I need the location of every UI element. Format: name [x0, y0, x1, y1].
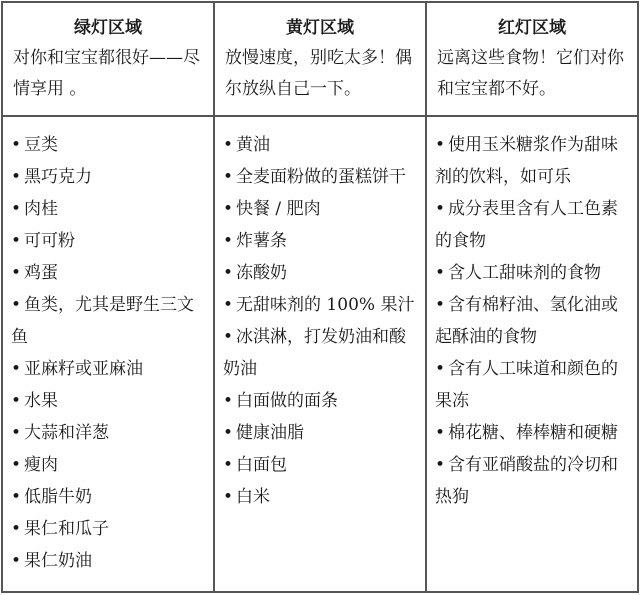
list-item: [223, 161, 419, 193]
green-zone-description: 对你和宝宝都很好——尽情享用 。: [13, 48, 200, 99]
item-text: 水果: [24, 391, 59, 411]
list-item: [11, 193, 207, 225]
bullet-icon: •: [11, 199, 22, 219]
green-zone-header: [2, 2, 214, 116]
list-item: [223, 225, 419, 257]
item-text: 使用玉米糖浆作为甜味剂的饮料，如可乐: [435, 135, 619, 187]
item-text: 白面做的面条: [236, 391, 339, 411]
list-item: [11, 385, 207, 417]
items-row: [2, 116, 638, 592]
item-text: 健康油脂: [236, 423, 305, 443]
food-zone-table: [1, 1, 639, 593]
green-zone-items: [2, 116, 214, 592]
red-zone-items: [426, 116, 638, 592]
bullet-icon: •: [11, 391, 22, 411]
list-item: [11, 289, 207, 353]
bullet-icon: •: [223, 199, 234, 219]
bullet-icon: •: [223, 455, 234, 475]
item-text: 黄油: [236, 135, 271, 155]
red-zone-description: 远离这些食物！它们对你和宝宝都不好。: [437, 48, 624, 99]
item-text: 低脂牛奶: [24, 487, 93, 507]
item-text: 瘦肉: [24, 455, 59, 475]
yellow-zone-header: [214, 2, 426, 116]
list-item: [11, 481, 207, 513]
bullet-icon: •: [435, 423, 446, 443]
list-item: [11, 449, 207, 481]
list-item: [435, 417, 631, 449]
item-text: 棉花糖、棒棒糖和硬糖: [448, 423, 619, 443]
list-item: [11, 545, 207, 577]
list-item: [223, 193, 419, 225]
item-text: 含有亚硝酸盐的冷切和热狗: [435, 455, 619, 507]
header-row: [2, 2, 638, 116]
bullet-icon: •: [223, 231, 234, 251]
list-item: [11, 353, 207, 385]
bullet-icon: •: [223, 487, 234, 507]
item-text: 炸薯条: [236, 231, 288, 251]
item-text: 冻酸奶: [236, 263, 288, 283]
bullet-icon: •: [435, 263, 446, 283]
bullet-icon: •: [11, 231, 22, 251]
item-text: 白面包: [236, 455, 288, 475]
item-text: 全麦面粉做的蛋糕饼干: [236, 167, 407, 187]
bullet-icon: •: [435, 199, 446, 219]
bullet-icon: •: [435, 455, 446, 475]
red-zone-list: [427, 117, 637, 513]
bullet-icon: •: [11, 519, 22, 539]
list-item: [223, 385, 419, 417]
list-item: [11, 257, 207, 289]
list-item: [11, 225, 207, 257]
bullet-icon: •: [223, 295, 234, 315]
item-text: 黑巧克力: [24, 167, 93, 187]
item-text: 无甜味剂的 100% 果汁: [236, 295, 415, 315]
list-item: [11, 129, 207, 161]
item-text: 快餐 / 肥肉: [236, 199, 321, 219]
bullet-icon: •: [435, 135, 446, 155]
bullet-icon: •: [223, 391, 234, 411]
yellow-zone-items: [214, 116, 426, 592]
item-text: 可可粉: [24, 231, 76, 251]
bullet-icon: •: [11, 487, 22, 507]
list-item: [223, 257, 419, 289]
list-item: [223, 449, 419, 481]
item-text: 果仁奶油: [24, 551, 93, 571]
item-text: 成分表里含有人工色素的食物: [435, 199, 619, 251]
list-item: [435, 193, 631, 257]
item-text: 含有人工味道和颜色的果冻: [435, 359, 619, 411]
list-item: [223, 321, 419, 385]
item-text: 肉桂: [24, 199, 59, 219]
item-text: 大蒜和洋葱: [24, 423, 110, 443]
bullet-icon: •: [11, 135, 22, 155]
list-item: [435, 257, 631, 289]
red-zone-header: [426, 2, 638, 116]
bullet-icon: •: [223, 423, 234, 443]
bullet-icon: •: [223, 263, 234, 283]
red-zone-title: 红灯区域: [498, 18, 566, 38]
list-item: [435, 449, 631, 513]
bullet-icon: •: [435, 295, 446, 315]
bullet-icon: •: [11, 295, 22, 315]
item-text: 鸡蛋: [24, 263, 59, 283]
item-text: 果仁和瓜子: [24, 519, 110, 539]
item-text: 含有棉籽油、氢化油或起酥油的食物: [435, 295, 619, 347]
bullet-icon: •: [11, 455, 22, 475]
bullet-icon: •: [11, 359, 22, 379]
item-text: 豆类: [24, 135, 59, 155]
bullet-icon: •: [435, 359, 446, 379]
item-text: 鱼类，尤其是野生三文鱼: [11, 295, 195, 347]
list-item: [435, 129, 631, 193]
item-text: 冰淇淋，打发奶油和酸奶油: [223, 327, 407, 379]
bullet-icon: •: [11, 263, 22, 283]
list-item: [11, 513, 207, 545]
yellow-zone-list: [215, 117, 425, 513]
item-text: 含人工甜味剂的食物: [448, 263, 602, 283]
list-item: [223, 129, 419, 161]
bullet-icon: •: [223, 327, 234, 347]
bullet-icon: •: [11, 551, 22, 571]
bullet-icon: •: [223, 167, 234, 187]
list-item: [11, 417, 207, 449]
green-zone-list: [3, 117, 213, 577]
yellow-zone-title: 黄灯区域: [286, 18, 354, 38]
list-item: [435, 353, 631, 417]
bullet-icon: •: [11, 423, 22, 443]
green-zone-title: 绿灯区域: [74, 18, 142, 38]
bullet-icon: •: [11, 167, 22, 187]
yellow-zone-description: 放慢速度，别吃太多！偶尔放纵自己一下。: [225, 48, 412, 99]
list-item: [223, 481, 419, 513]
item-text: 亚麻籽或亚麻油: [24, 359, 144, 379]
list-item: [435, 289, 631, 353]
list-item: [223, 417, 419, 449]
list-item: [223, 289, 419, 321]
list-item: [11, 161, 207, 193]
bullet-icon: •: [223, 135, 234, 155]
item-text: 白米: [236, 487, 271, 507]
